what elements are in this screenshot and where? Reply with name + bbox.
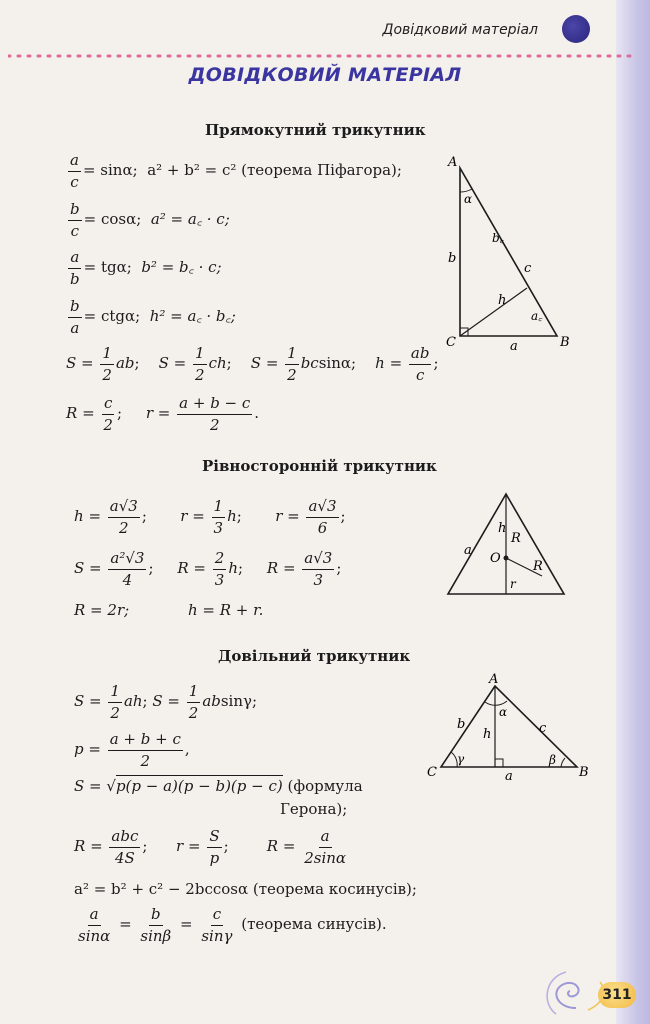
svg-text:O: O xyxy=(490,551,501,566)
formula-area-right: S = $\frac{1}{2}$ ab; S = $\frac{1}{2}$ ch; S = $\frac{1}{2}$ bcsinα; h = $\frac{ab}{c}$ ; xyxy=(66,344,439,384)
svg-text:B: B xyxy=(579,765,589,780)
svg-text:r: r xyxy=(510,577,516,591)
svg-text:B: B xyxy=(560,335,570,350)
section-heading-right-triangle: Прямокутний трикутник xyxy=(205,121,426,139)
formula-eq-row1: h = $\frac{a√3}{2}$ ; r = $\frac{1}{3}$ h; r = $\frac{a√3}{6}$ ; xyxy=(74,497,346,537)
formula-tg: $\frac{a}{b}$ = tgα; b² = b꜀ · c; xyxy=(70,248,222,288)
svg-text:R: R xyxy=(533,559,543,574)
svg-text:a: a xyxy=(464,543,472,558)
svg-text:α: α xyxy=(464,192,473,206)
formula-heron-note: Герона); xyxy=(280,800,348,818)
formula-sin: $\frac{a}{c}$ = sinα; a² + b² = c² (теорема Піфагора); xyxy=(70,151,402,191)
header-circle-icon xyxy=(562,15,590,43)
svg-text:h: h xyxy=(483,727,492,742)
svg-text:b꜀: b꜀ xyxy=(492,231,504,245)
formula-cosine-law: a² = b² + c² − 2bccosα (теорема косинусів); xyxy=(74,880,417,898)
svg-text:α: α xyxy=(499,705,508,719)
svg-text:c: c xyxy=(539,721,547,736)
svg-text:β: β xyxy=(549,753,556,767)
svg-text:a꜀: a꜀ xyxy=(531,309,543,323)
dotted-divider xyxy=(8,53,636,59)
formula-eq-row2: S = $\frac{\text{a²√3}}{4}$ ; R = $\frac{2}{3}$ h; R = $\frac{a√3}{3}$ ; xyxy=(74,549,342,589)
svg-text:b: b xyxy=(448,251,457,266)
svg-text:h: h xyxy=(498,521,507,536)
svg-text:c: c xyxy=(524,261,532,276)
formula-ctg: $\frac{b}{a}$ = ctgα; h² = a꜀ · b꜀; xyxy=(70,297,236,337)
svg-text:C: C xyxy=(446,335,456,350)
formula-radii-right: R = $\frac{c}{2}$ ; r = $\frac{a + b - c}{2}$ . xyxy=(66,394,260,434)
svg-text:b: b xyxy=(457,717,466,732)
formula-radii-arbitrary: R = $\frac{\text{abc}}{4S}$ ; r = $\frac{S}{p}$ ; R = $\frac{a}{2\sin\alpha}$ xyxy=(74,827,347,867)
formula-heron: S = √p(p − a)(p − b)(p − c) (формула xyxy=(74,777,363,795)
arbitrary-triangle-diagram xyxy=(425,672,595,782)
equilateral-triangle-diagram xyxy=(440,490,580,602)
svg-text:R: R xyxy=(511,531,521,546)
formula-cos: $\frac{b}{c}$ = cosα; a² = a꜀ · c; xyxy=(70,200,230,240)
svg-text:A: A xyxy=(489,672,499,687)
page-number-badge: 311 xyxy=(598,982,636,1008)
formula-sine-law: $\frac{a}{\sin\alpha}$ = $\frac{b}{\sin\beta}$ = $\frac{c}{\sin\gamma}$ (теорема синусів). xyxy=(78,905,387,945)
section-heading-arbitrary: Довільний трикутник xyxy=(218,647,411,665)
svg-text:h: h xyxy=(498,293,507,308)
page-edge-band xyxy=(616,0,650,1024)
svg-text:γ: γ xyxy=(457,752,465,766)
svg-text:a: a xyxy=(505,769,513,782)
svg-text:C: C xyxy=(427,765,437,780)
svg-text:A: A xyxy=(448,155,458,170)
page-title: ДОВІДКОВИЙ МАТЕРІАЛ xyxy=(188,64,462,86)
section-heading-equilateral: Рівносторонній трикутник xyxy=(202,457,437,475)
svg-text:a: a xyxy=(510,339,518,354)
formula-area-arbitrary: S = $\frac{1}{2}$ ah; S = $\frac{1}{2}$ absinγ; xyxy=(74,682,258,722)
right-triangle-diagram xyxy=(440,150,580,355)
formula-semiperimeter: p = $\frac{a + b + c}{2}$ , xyxy=(74,730,190,770)
formula-eq-row3: R = 2r; h = R + r. xyxy=(74,601,264,619)
running-title: Довідковий матеріал xyxy=(382,22,538,38)
